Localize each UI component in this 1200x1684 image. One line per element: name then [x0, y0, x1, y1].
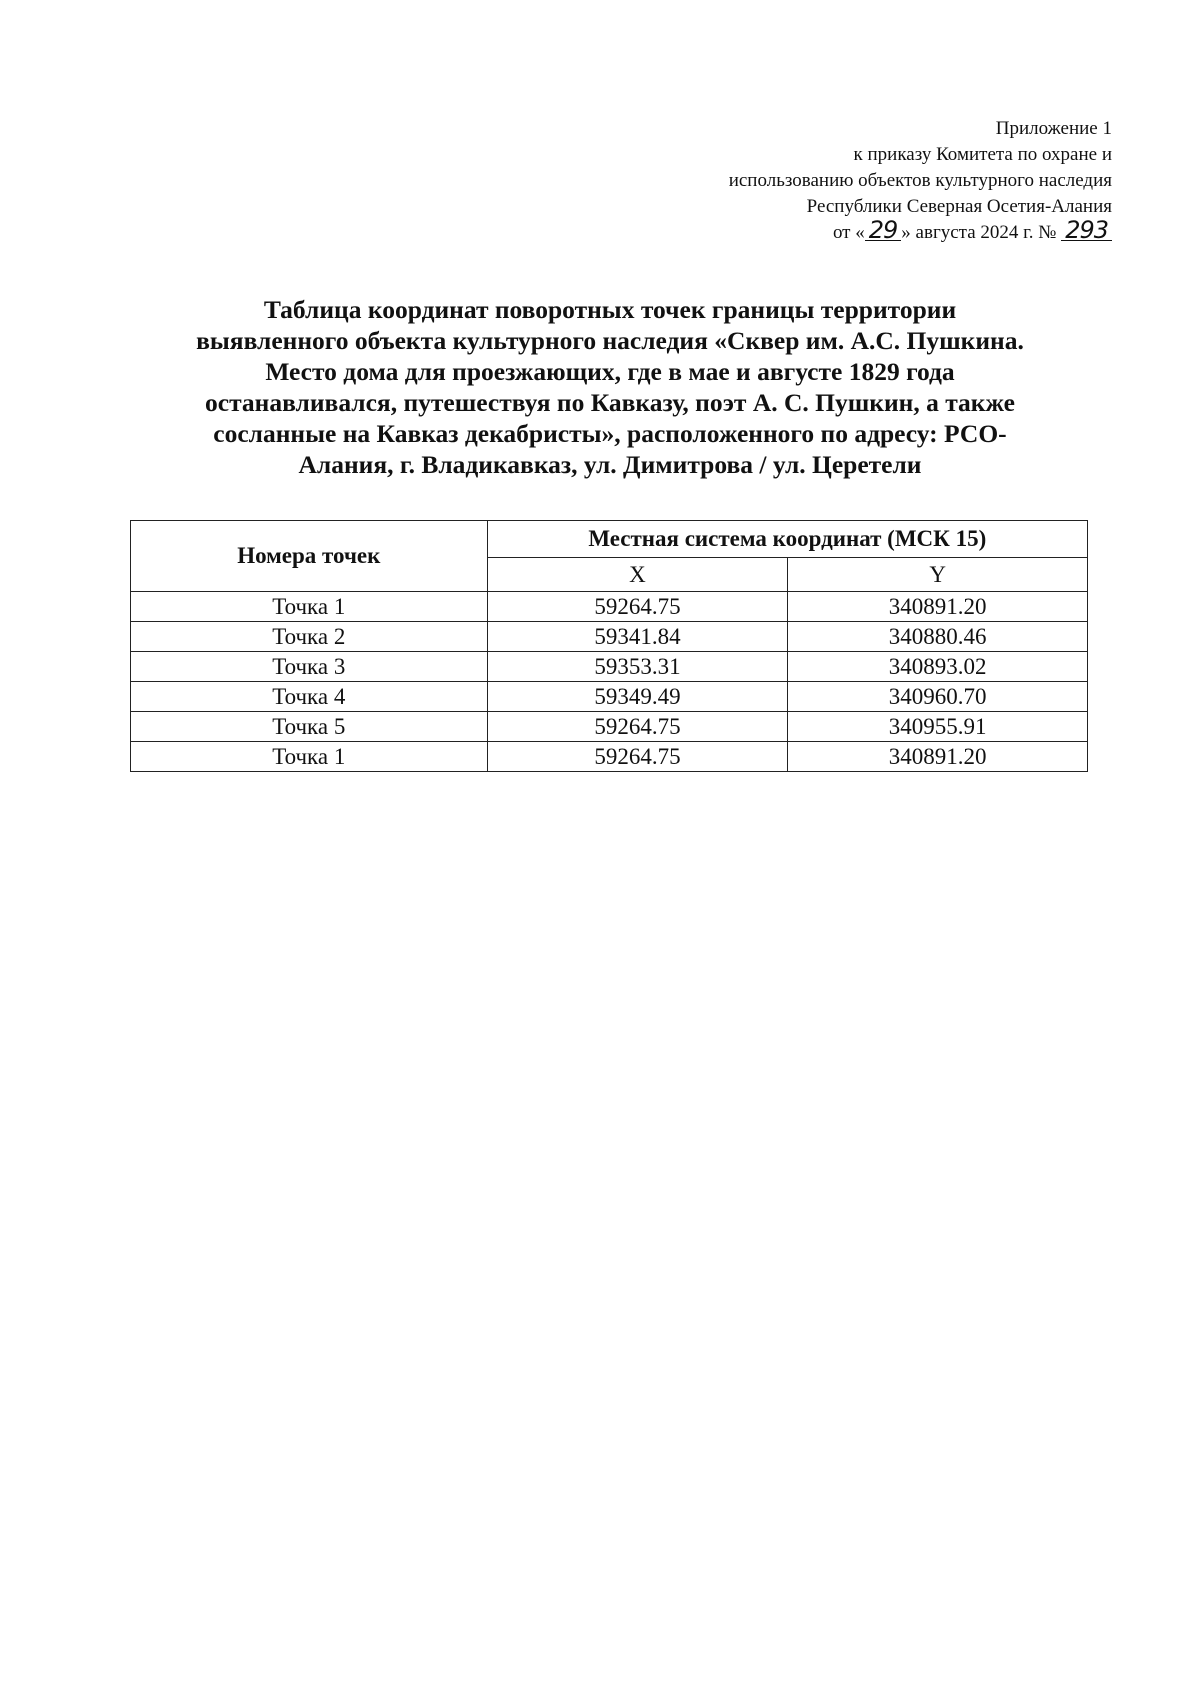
x-value: 59353.31 [487, 652, 788, 682]
point-name: Точка 3 [131, 652, 488, 682]
table-row [131, 742, 1088, 772]
x-value: 59264.75 [487, 592, 788, 622]
appendix-header [552, 116, 1112, 246]
handwritten-order-number: 293 [1061, 220, 1112, 241]
table-row [131, 682, 1088, 712]
header-point-numbers: Номера точек [131, 521, 488, 592]
title-line: Алания, г. Владикавказ, ул. Димитрова / ул. Церетели [298, 450, 922, 479]
x-value: 59341.84 [487, 622, 788, 652]
date-month-year: » августа 2024 г. № [901, 222, 1062, 243]
title-line: Место дома для проезжающих, где в мае и августе 1829 года [265, 357, 955, 386]
date-prefix: от « [832, 222, 865, 243]
point-name: Точка 4 [131, 682, 488, 712]
y-value: 340960.70 [788, 682, 1088, 712]
point-name: Точка 1 [131, 742, 488, 772]
handwritten-day: 29 [865, 220, 902, 241]
appendix-title: Приложение 1 [995, 118, 1112, 139]
y-value: 340893.02 [788, 652, 1088, 682]
y-value: 340955.91 [788, 712, 1088, 742]
table-header-row [131, 521, 1088, 558]
title-line: останавливался, путешествуя по Кавказу, поэт А. С. Пушкин, а также [205, 388, 1015, 417]
table-row [131, 712, 1088, 742]
title-line: выявленного объекта культурного наследия «Сквер им. А.С. Пушкина. [196, 326, 1024, 355]
header-x: X [487, 558, 788, 592]
table-row [131, 622, 1088, 652]
y-value: 340891.20 [788, 592, 1088, 622]
y-value: 340880.46 [788, 622, 1088, 652]
x-value: 59264.75 [487, 742, 788, 772]
coordinates-table [130, 520, 1088, 772]
title-line: Таблица координат поворотных точек границы территории [263, 295, 957, 324]
table-row [131, 592, 1088, 622]
point-name: Точка 2 [131, 622, 488, 652]
x-value: 59349.49 [487, 682, 788, 712]
header-y: Y [788, 558, 1088, 592]
x-value: 59264.75 [487, 712, 788, 742]
point-name: Точка 1 [131, 592, 488, 622]
header-coordinate-system: Местная система координат (МСК 15) [487, 521, 1087, 558]
title-line: сосланные на Кавказ декабристы», расположенного по адресу: РСО- [213, 419, 1007, 448]
appendix-date-line [552, 216, 1112, 246]
table-row [131, 652, 1088, 682]
appendix-order-line: к приказу Комитета по охране и [853, 144, 1112, 165]
appendix-committee-line: использованию объектов культурного наследия [728, 170, 1112, 191]
document-title [130, 294, 1090, 480]
appendix-republic-line: Республики Северная Осетия-Алания [806, 196, 1112, 217]
point-name: Точка 5 [131, 712, 488, 742]
y-value: 340891.20 [788, 742, 1088, 772]
